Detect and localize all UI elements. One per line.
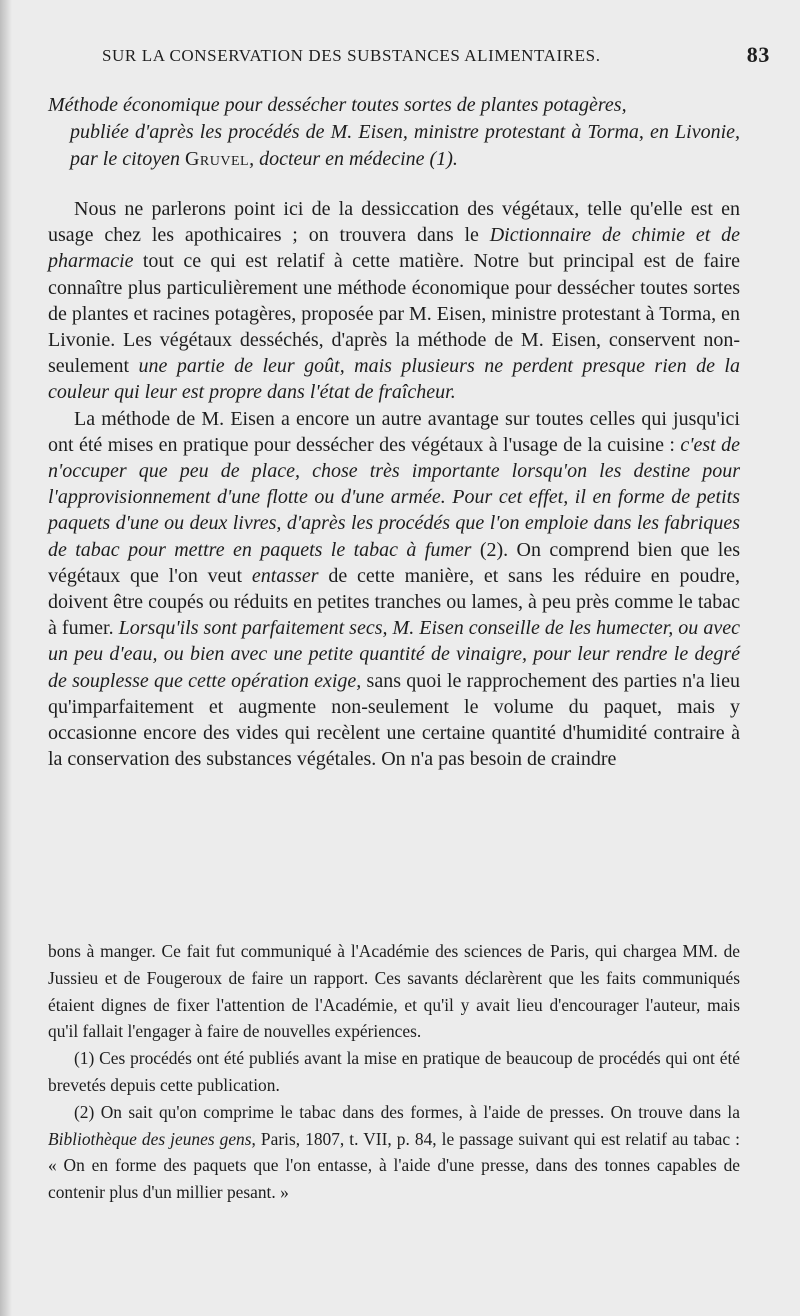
italic-run: Lorsqu'ils sont parfaitement secs, M. Eisen conseille de les humecter, ou avec un peu d'eau, ou bien avec une petite quantité de vinaigre, pour leur rendre le degré de souplesse que cette opération exige,: [48, 617, 740, 692]
page-header: [102, 42, 770, 72]
footnote-continuation: bons à manger. Ce fait fut communiqué à l'Académie des sciences de Paris, qui chargea MM. de Jussieu et de Fougeroux de faire un rapport. Ces savants déclarèrent que les faits communiqués étaient dignes de fixer l'attention de l'Académie, et qu'il y avait lieu d'encourager l'auteur, mais qu'il fallait l'engager à faire de nouvelles expériences.: [48, 941, 740, 1042]
text-run: (2). On comprend bien que les végétaux que l'on veut: [48, 538, 740, 587]
italic-run: une partie de leur goût, mais plusieurs ne perdent presque rien de la couleur qui leur est propre dans l'état de fraîcheur.: [48, 355, 740, 404]
paragraph-1: [48, 196, 740, 406]
footnotes: [48, 938, 740, 1206]
text-run: (2) On sait qu'on comprime le tabac dans des formes, à l'aide de presses. On trouve dans la: [74, 1101, 740, 1122]
text-run: de cette manière, et sans les réduire en poudre, doivent être coupés ou réduits en petites tranches ou lames, à peu près comme le tabac à fumer.: [48, 564, 740, 640]
book-title-italic: Bibliothèque des jeunes gens: [48, 1128, 252, 1149]
italic-run: c'est de n'occuper que peu de place, chose très importante lorsqu'on les destine pour l'approvisionnement d'une flotte ou d'une armée. Pour cet effet, il en forme de petits paquets d'une ou deux livres, d'après les procédés que l'on emploie dans les fabriques de tabac pour mettre en paquets le tabac à fumer: [48, 433, 741, 561]
main-text: [48, 196, 740, 772]
text-run: Nous ne parlerons point ici de la dessiccation des végétaux, telle qu'elle est en usage chez les apothicaires ; on trouvera dans le: [48, 198, 740, 247]
text-run: La méthode de M. Eisen a encore un autre avantage sur toutes celles qui jusqu'ici ont été mises en pratique pour dessécher des végétaux à l'usage de la cuisine :: [48, 407, 740, 456]
text-run: , Paris, 1807, t. VII, p. 84, le passage suivant qui est relatif au tabac : « On en forme des paquets que l'on entasse, à l'aide d'une presse, dans des tonnes capables de contenir plus d'un millier pesant. »: [48, 1128, 740, 1203]
page-number: 83: [746, 42, 770, 67]
footnote-1: (1) Ces procédés ont été publiés avant la mise en pratique de beaucoup de procédés qui ont été brevetés depuis cette publication.: [48, 1048, 740, 1095]
title-line-2: [48, 119, 740, 173]
title-text-end: , docteur en médecine (1).: [249, 148, 458, 170]
text-run: tout ce qui est relatif à cette matière. Notre but principal est de faire connaître plus particulièrement une méthode économique pour dessécher toutes sortes de plantes et racines potagères, proposée par M. Eisen, ministre protestant à Torma, en Livonie. Les végétaux desséchés, d'après la méthode de M. Eisen, conservent non-seulement: [48, 250, 740, 378]
section-title: [48, 92, 740, 173]
title-text: publiée d'après les procédés de M. Eisen, ministre protestant à Torma, en Livonie, par le citoyen: [70, 121, 740, 170]
text-run: sans quoi le rapprochement des parties n'a lieu qu'imparfaitement et augmente non-seulement le volume du paquet, mais y occasionne encore des vides qui recèlent une certaine quantité d'humidité contraire à la conservation des substances végétales. On n'a pas besoin de craindre: [48, 669, 740, 771]
book-title-italic: Dictionnaire de chimie et de pharmacie: [48, 224, 740, 273]
page-gutter-shadow: [0, 0, 12, 1316]
title-line-1: Méthode économique pour dessécher toutes sortes de plantes potagères,: [48, 94, 627, 116]
footnote-2: [48, 1099, 740, 1206]
author-name: Gruvel: [184, 148, 250, 170]
paragraph-2: [48, 406, 740, 773]
italic-run: entasser: [251, 564, 319, 587]
running-title: SUR LA CONSERVATION DES SUBSTANCES ALIMENTAIRES.: [102, 46, 601, 65]
